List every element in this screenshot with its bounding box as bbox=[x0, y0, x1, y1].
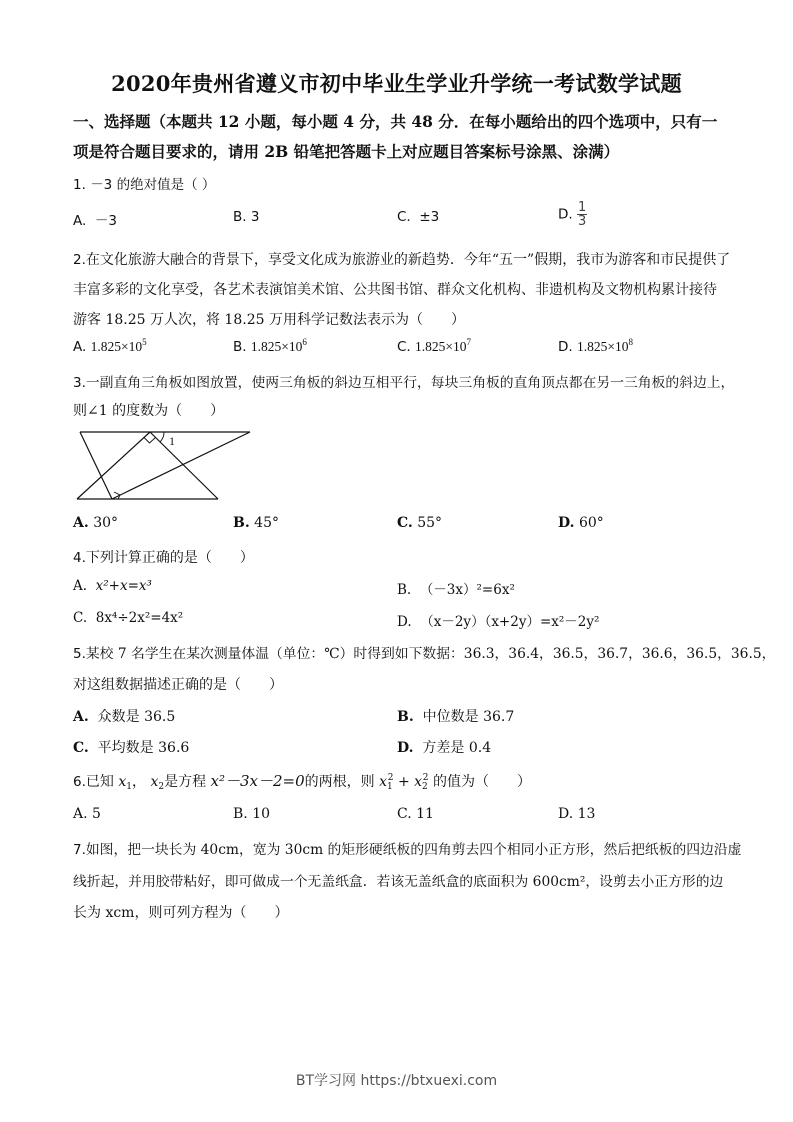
q4-option-c: C. 8x⁴÷2x²=4x² bbox=[73, 610, 184, 626]
q1-option-a: A. －3 bbox=[73, 213, 117, 229]
question-4: 4.下列计算正确的是（ ） bbox=[73, 550, 254, 566]
svg-text:1: 1 bbox=[169, 434, 175, 448]
question-7-line1: 7.如图，把一块长为 40cm，宽为 30cm 的矩形硬纸板的四角剪去四个相同小正方形，然后把纸板的四边沿虚 bbox=[73, 842, 742, 858]
question-2-line2: 丰富多彩的文化享受，各艺术表演馆美术馆、公共图书馆、群众文化机构、非遗机构及文物机构累计接待 bbox=[73, 282, 717, 298]
q6-option-b: B. 10 bbox=[233, 806, 271, 822]
question-5-line2: 对这组数据描述正确的是（ ） bbox=[73, 677, 283, 693]
question-text: －3 的绝对值是（ ） bbox=[90, 177, 216, 193]
equation: x²－3x－2=0 bbox=[210, 772, 305, 790]
q6-option-a: A. 5 bbox=[73, 806, 101, 822]
triangle-diagram bbox=[70, 425, 260, 505]
question-5-line1: 5.某校 7 名学生在某次测量体温（单位：℃）时得到如下数据：36.3，36.4，36.5，36.7，36.6，36.5，36.5， bbox=[73, 646, 776, 662]
question-7-line2: 线折起，并用胶带粘好，即可做成一个无盖纸盒．若该无盖纸盒的底面积为 600cm²，设剪去小正方形的边 bbox=[73, 874, 724, 890]
q5-option-b: B. 中位数是 36.7 bbox=[397, 709, 515, 725]
question-2-line3: 游客 18.25 万人次，将 18.25 万用科学记数法表示为（ ） bbox=[73, 312, 465, 328]
q1-option-b: B. 3 bbox=[233, 209, 260, 225]
q4-option-b: B. （－3x）²=6x² bbox=[397, 582, 515, 598]
q4-option-d: D. （x－2y）（x+2y）=x²－2y² bbox=[397, 614, 600, 630]
question-7-line3: 长为 xcm，则可列方程为（ ） bbox=[73, 905, 289, 921]
question-2-line1: 2.在文化旅游大融合的背景下，享受文化成为旅游业的新趋势．今年“五一”假期，我市为游客和市民提供了 bbox=[73, 252, 731, 268]
q5-option-c: C. 平均数是 36.6 bbox=[73, 740, 190, 756]
section-heading-line1: 一、选择题（本题共 12 小题，每小题 4 分，共 48 分．在每小题给出的四个选项中，只有一 bbox=[73, 112, 718, 131]
q5-option-a: A. 众数是 36.5 bbox=[73, 709, 176, 725]
question-3-line2: 则∠1 的度数为（ ） bbox=[73, 403, 225, 419]
q2-option-c: C. $1.825\times 10^7$ bbox=[397, 337, 472, 355]
q3-option-b: B. 45° bbox=[233, 515, 279, 531]
q2-option-b: B. $1.825\times 10^6$ bbox=[233, 337, 307, 355]
footer-watermark: BT学习网 https://btxuexi.com bbox=[295, 1073, 498, 1089]
q3-option-a: A. 30° bbox=[73, 515, 119, 531]
fraction: $\frac{1}{3}$ bbox=[577, 200, 587, 229]
q4-option-a: A. x²+x=x³ bbox=[73, 578, 152, 594]
q1-option-d: D. $\frac{1}{3}$ bbox=[558, 200, 587, 229]
q1-option-c: C. ±3 bbox=[397, 209, 440, 225]
q2-option-a: A. $1.825\times 10^5$ bbox=[73, 337, 147, 355]
question-3-line1: 3.一副直角三角板如图放置，使两三角板的斜边互相平行，每块三角板的直角顶点都在另一三角板的斜边上， bbox=[73, 375, 735, 391]
q5-option-d: D. 方差是 0.4 bbox=[397, 740, 492, 756]
q3-option-d: D. 60° bbox=[558, 515, 604, 531]
section-heading-line2: 项是符合题目要求的，请用 2B 铅笔把答题卡上对应题目答案标号涂黑、涂满） bbox=[73, 142, 620, 161]
page-title: 2020年贵州省遵义市初中毕业生学业升学统一考试数学试题 bbox=[111, 71, 682, 96]
question-number: 1. bbox=[73, 177, 86, 193]
q2-option-d: D. $1.825\times 10^8$ bbox=[558, 337, 633, 355]
q6-option-d: D. 13 bbox=[558, 806, 596, 822]
q3-option-c: C. 55° bbox=[397, 515, 443, 531]
question-6: 6.已知 $x_1$， $x_2$是方程 x²－3x－2=0的两根，则 $x_1^2 + x_2^2$ 的值为（ ） bbox=[73, 772, 531, 792]
question-1 bbox=[73, 173, 215, 193]
q6-option-c: C. 11 bbox=[397, 806, 434, 822]
